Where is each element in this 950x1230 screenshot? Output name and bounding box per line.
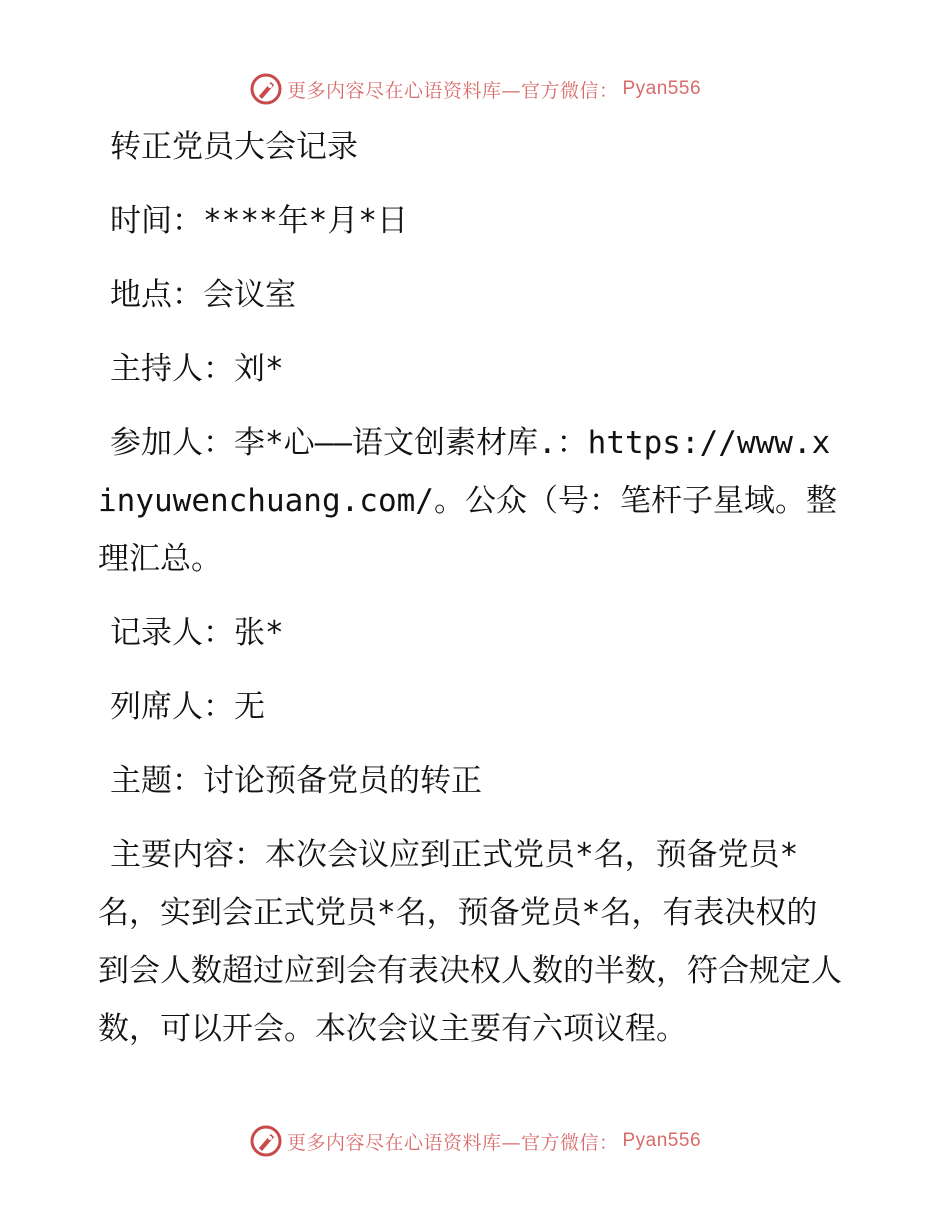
watermark-wechat-id: Pyan556 [622,78,702,99]
meeting-time: 时间：****年*月*日 [110,203,408,239]
pen-nib-logo-icon [249,1124,283,1158]
meeting-main-content: 主要内容：本次会议应到正式党员*名，预备党员*名，实到会正式党员*名，预备党员*名，有表决权的到会人数超过应到会有表决权人数的半数，符合规定人数，可以开会。本次会议主要有六项议程。 [98,837,842,1047]
meeting-record [98,118,848,1074]
watermark-text: 更多内容尽在心语资料库—官方微信： [286,1131,619,1154]
pen-nib-logo-icon [249,72,283,106]
footer-watermark [0,1124,950,1158]
watermark-wechat-id: Pyan556 [622,1130,702,1151]
meeting-recorder: 记录人：张* [110,615,284,651]
meeting-participants: 参加人：李*心——语文创素材库.：https://www.xinyuwenchuang.com/。公众（号：笔杆子星域。整理汇总。 [98,425,837,577]
header-watermark [0,72,950,106]
document-title: 转正党员大会记录 [110,129,358,165]
meeting-host: 主持人：刘* [110,351,284,387]
meeting-attendees: 列席人：无 [110,689,265,725]
meeting-topic: 主题：讨论预备党员的转正 [110,763,482,799]
watermark-text: 更多内容尽在心语资料库—官方微信： [286,79,619,102]
meeting-place: 地点：会议室 [110,277,296,313]
